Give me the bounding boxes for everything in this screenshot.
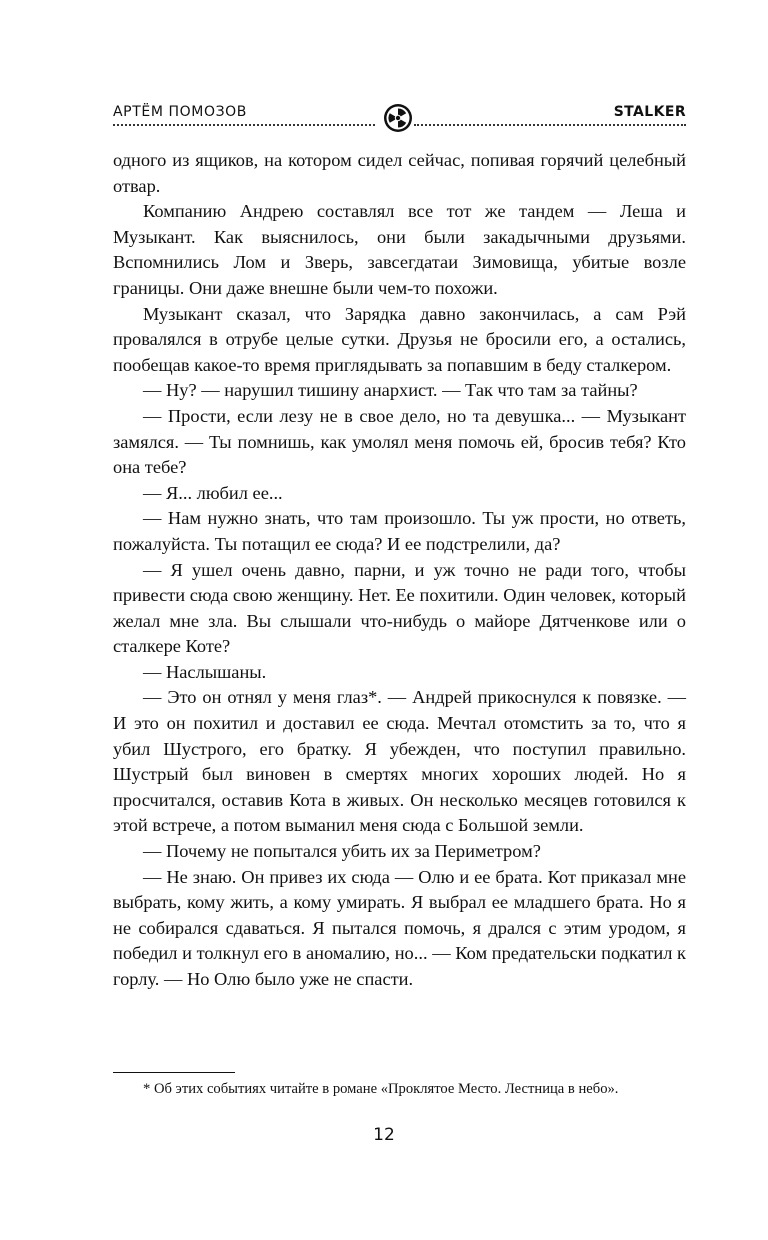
- paragraph: Компанию Андрею составлял все тот же тандем — Леша и Музыкант. Как выяснилось, они были закадычными друзьями. Вспомнились Лом и Зверь, завсегдатаи Зимовища, убитые возле границы. Они даже внешне были чем-то похожи.: [113, 201, 686, 298]
- paragraph: — Нам нужно знать, что там произошло. Ты уж прости, но ответь, пожалуйста. Ты потащил ее сюда? И ее подстрелили, да?: [113, 508, 686, 554]
- paragraph: — Я... любил ее...: [143, 482, 283, 503]
- paragraph: — Наслышаны.: [143, 661, 267, 682]
- paragraph: — Это он отнял у меня глаз*. — Андрей прикоснулся к повязке. — И это он похитил и доставил ее сюда. Мечтал отомстить за то, что я убил Шустрого, его братку. Я убежден, что поступил правильно. Шустрый был виновен в смертях многих хороших людей. Но я просчитался, оставив Кота в живых. Он несколько месяцев готовился к этой встрече, а потом выманил меня сюда с Большой земли.: [113, 687, 686, 836]
- paragraph: — Я ушел очень давно, парни, и уж точно не ради того, чтобы привести сюда свою женщину. Нет. Ее похитили. Один человек, который желал мне зла. Вы слышали что-нибудь о майоре Дятченкове или о сталкере Коте?: [113, 559, 686, 657]
- page-number: 12: [373, 1125, 395, 1145]
- header-dotted-rule-right: [414, 124, 686, 126]
- header-dotted-rule-left: [113, 124, 375, 126]
- running-header-author: АРТЁМ ПОМОЗОВ: [113, 104, 247, 120]
- page-body-text: [113, 148, 686, 993]
- paragraph: — Прости, если лезу не в свое дело, но та девушка... — Музыкант замялся. — Ты помнишь, как умолял меня помочь ей, бросив тебя? Кто она тебе?: [113, 405, 686, 478]
- paragraph: одного из ящиков, на котором сидел сейчас, попивая горячий целебный отвар.: [113, 150, 686, 196]
- paragraph: — Почему не попытался убить их за Периметром?: [143, 841, 541, 862]
- footnote: * Об этих событиях читайте в романе «Проклятое Место. Лестница в небо».: [143, 1081, 619, 1097]
- radiation-icon: [383, 103, 413, 133]
- paragraph: — Не знаю. Он привез их сюда — Олю и ее брата. Кот приказал мне выбрать, кому жить, а кому умирать. Я выбрал ее младшего брата. Но я не собирался сдаваться. Я пытался помочь, я дрался с этим уродом, я победил и толкнул его в аномалию, но... — Ком предательски подкатил к горлу. — Но Олю было уже не спасти.: [113, 866, 686, 989]
- running-header-series: STALKER: [613, 104, 686, 120]
- paragraph: Музыкант сказал, что Зарядка давно закончилась, а сам Рэй провалялся в отрубе целые сутки. Друзья не бросили его, а остались, пообещав какое-то время приглядывать за попавшим в беду сталкером.: [113, 303, 686, 375]
- running-header: [113, 100, 686, 134]
- paragraph: — Ну? — нарушил тишину анархист. — Так что там за тайны?: [143, 380, 638, 401]
- footnote-rule: [113, 1072, 235, 1073]
